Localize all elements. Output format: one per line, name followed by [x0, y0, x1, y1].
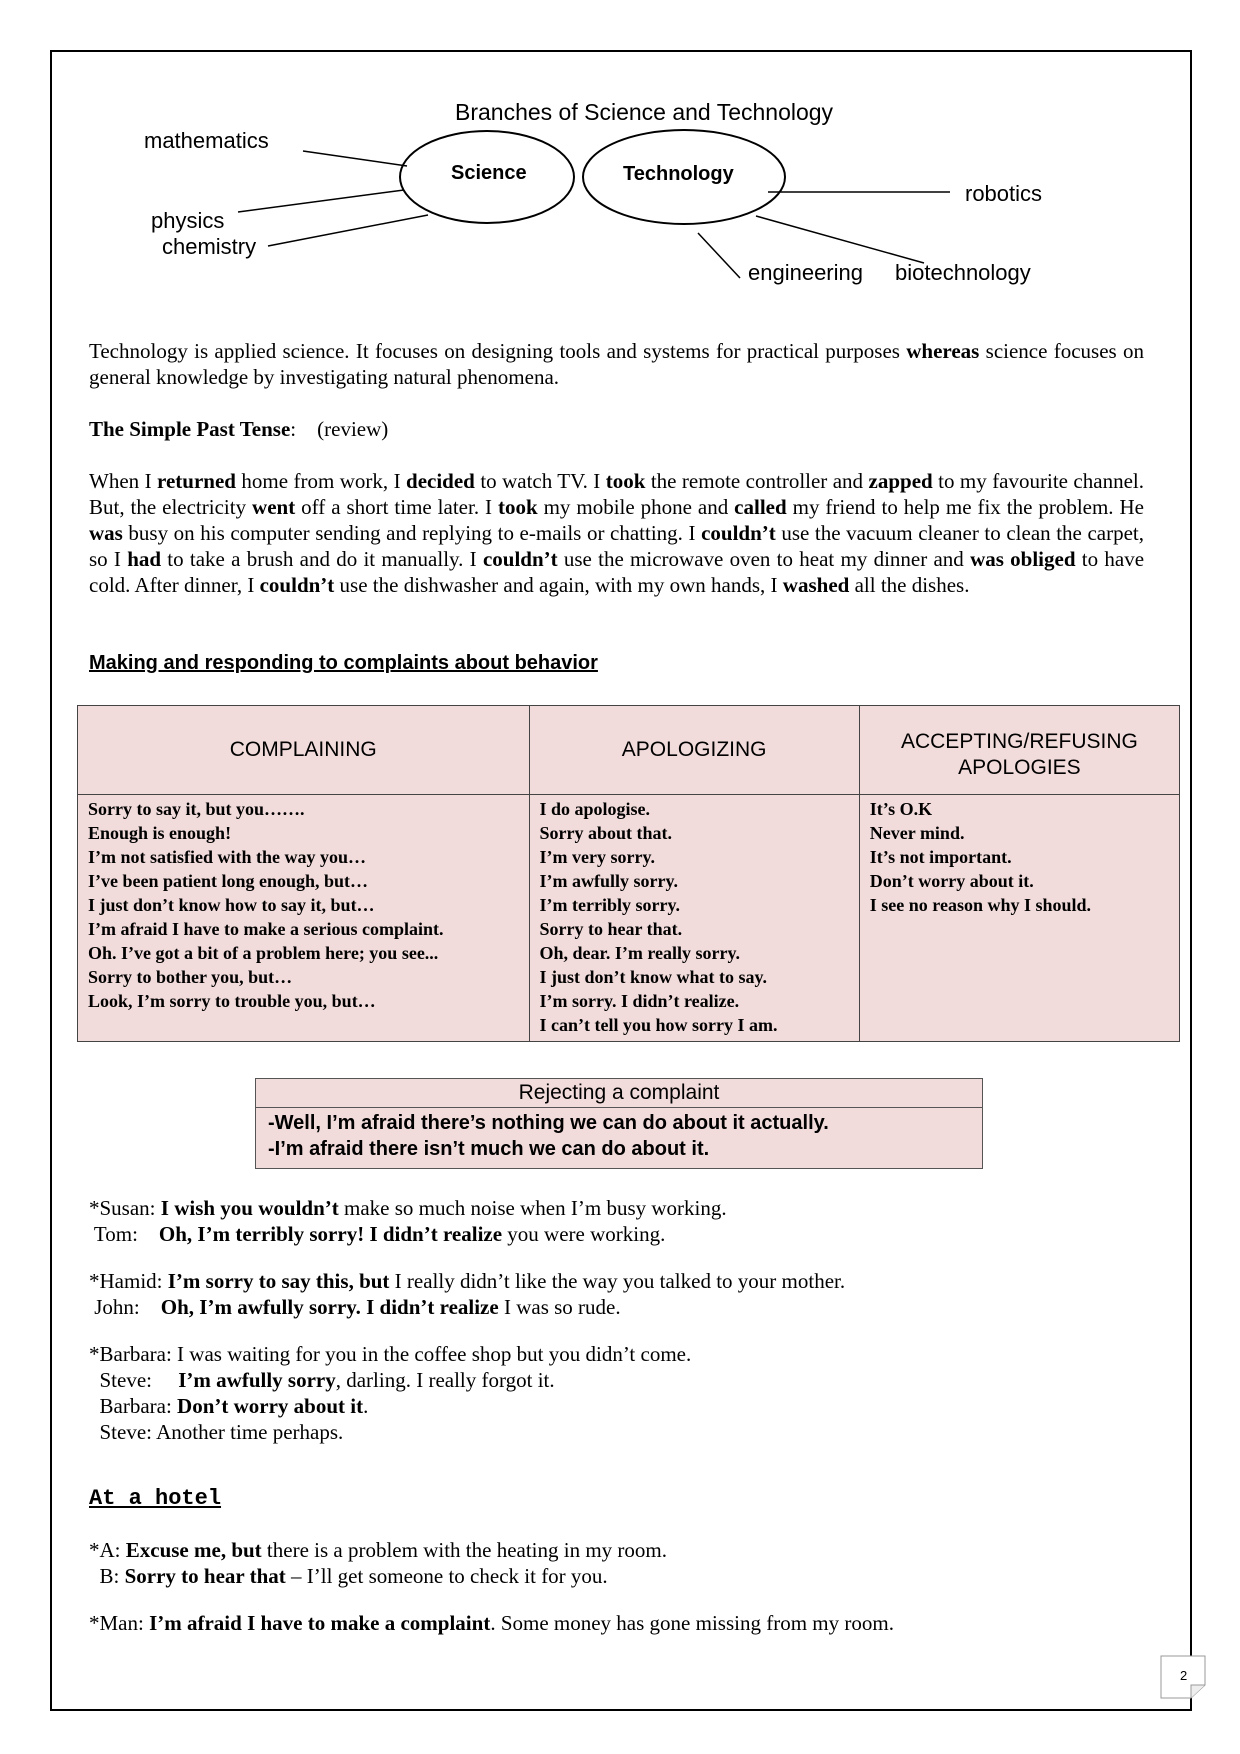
bold-text: washed — [782, 573, 850, 597]
complaining-phrase: Sorry to say it, but you……. — [88, 799, 305, 819]
dialog-line — [89, 1537, 1169, 1563]
bold-text: couldn’t — [259, 573, 335, 597]
text: my friend to help me fix the problem. He — [786, 495, 1144, 519]
dialog-line — [89, 1419, 1169, 1445]
text: use the vacuum cleaner to clean the carpet, so I — [89, 521, 1145, 571]
complaining-phrase: I’m not satisfied with the way you… — [88, 847, 367, 867]
line-physics — [238, 190, 404, 212]
text: my mobile phone and — [537, 495, 735, 519]
bold-text: Oh, I’m awfully sorry. I didn’t realize — [160, 1295, 499, 1319]
text: *A: — [89, 1538, 126, 1562]
line-chemistry — [268, 215, 428, 246]
apologizing-phrase: I’m terribly sorry. — [539, 895, 680, 915]
grammar-heading — [89, 416, 689, 442]
text: to take a brush and do it manually. I — [161, 547, 483, 571]
bold-text: Excuse me, but — [125, 1538, 262, 1562]
rejecting-title: Rejecting a complaint — [256, 1079, 982, 1108]
text: *Man: — [89, 1611, 150, 1635]
bold-text: had — [127, 547, 162, 571]
bold-text: I wish you wouldn’t — [160, 1196, 339, 1220]
technology-node: Technology — [623, 163, 734, 185]
bold-text: couldn’t — [701, 521, 776, 545]
bold-text: was — [89, 521, 123, 545]
complaining-phrase: Sorry to bother you, but… — [88, 967, 293, 987]
dialog-line — [89, 1610, 1169, 1636]
bold-text: took — [497, 495, 538, 519]
line-mathematics — [303, 151, 407, 166]
hotel-dialogs — [89, 1537, 1169, 1636]
apologizing-phrase: I’m awfully sorry. — [539, 871, 678, 891]
complaining-phrases — [78, 795, 530, 1042]
dialog-line — [89, 1393, 1169, 1419]
dialog-line — [89, 1563, 1169, 1589]
dialog-line — [89, 1268, 1169, 1294]
apologizing-phrase: Sorry about that. — [539, 823, 673, 843]
header-apologizing: APOLOGIZING — [529, 706, 859, 795]
text: *Hamid: — [89, 1269, 168, 1293]
text: to watch TV. I — [474, 469, 606, 493]
dialog-group — [89, 1268, 1169, 1320]
text: off a short time later. I — [295, 495, 498, 519]
text: to my favourite channel. But, the electricity — [89, 469, 1144, 519]
text: the remote controller and — [645, 469, 869, 493]
apologizing-phrase: I’m sorry. I didn’t realize. — [539, 991, 740, 1011]
complaining-phrase: Enough is enough! — [88, 823, 232, 843]
text: . — [363, 1394, 369, 1418]
accepting-phrase: It’s not important. — [869, 847, 1012, 867]
text: Steve: — [89, 1368, 179, 1392]
branch-robotics: robotics — [965, 181, 1043, 206]
line-engineering — [698, 233, 740, 278]
rejecting-box — [255, 1078, 983, 1169]
apologizing-phrases — [529, 795, 859, 1042]
bold-text: zapped — [868, 469, 933, 493]
intro-paragraph — [89, 338, 1144, 390]
text: , darling. I really forgot it. — [335, 1368, 555, 1392]
complaint-dialogs — [89, 1195, 1169, 1445]
line-biotechnology — [756, 216, 924, 263]
hotel-heading: At a hotel — [89, 1486, 222, 1511]
bold-text: called — [734, 495, 787, 519]
dialog-group — [89, 1610, 1169, 1636]
text: . Some money has gone missing from my room. — [490, 1611, 894, 1635]
intro-text-2: science focuses on general knowledge by investigating natural phenomena. — [89, 339, 1144, 389]
grammar-note: (review) — [317, 417, 389, 441]
bold-text: Oh, I’m terribly sorry! I didn’t realize — [158, 1222, 503, 1246]
dialog-line — [89, 1294, 1169, 1320]
bold-text: I’m sorry to say this, but — [167, 1269, 390, 1293]
text: busy on his computer sending and replying to e-mails or chatting. I — [122, 521, 702, 545]
header-complaining: COMPLAINING — [78, 706, 530, 795]
bold-text: returned — [157, 469, 236, 493]
accepting-phrase: I see no reason why I should. — [869, 895, 1092, 915]
text: B: — [89, 1564, 125, 1588]
bold-text: decided — [406, 469, 475, 493]
text: *Barbara: I was waiting for you in the coffee shop but you didn’t come. — [89, 1342, 692, 1366]
header-accepting: ACCEPTING/REFUSING APOLOGIES — [859, 706, 1179, 795]
bold-text: couldn’t — [482, 547, 558, 571]
text: Tom: — [89, 1222, 159, 1246]
bold-text: took — [605, 469, 646, 493]
grammar-colon: : — [290, 417, 297, 441]
branch-engineering: engineering — [748, 260, 863, 285]
apologizing-phrase: I just don’t know what to say. — [539, 967, 768, 987]
apologizing-phrase: Oh, dear. I’m really sorry. — [539, 943, 740, 963]
text: *Susan: — [89, 1196, 161, 1220]
dialog-line — [89, 1367, 1169, 1393]
accepting-phrase: Don’t worry about it. — [869, 871, 1034, 891]
text: Steve: Another time perhaps. — [89, 1420, 344, 1444]
text: I really didn’t like the way you talked to your mother. — [389, 1269, 846, 1293]
grammar-title: The Simple Past Tense — [89, 417, 291, 441]
intro-bold: whereas — [906, 339, 980, 363]
text: use the dishwasher and again, with my own hands, I — [334, 573, 783, 597]
apologizing-phrase: Sorry to hear that. — [539, 919, 683, 939]
text: home from work, I — [235, 469, 407, 493]
text: to have cold. After dinner, I — [89, 547, 1145, 597]
dialog-group — [89, 1195, 1169, 1247]
text: – I’ll get someone to check it for you. — [285, 1564, 608, 1588]
complaining-phrase: I’m afraid I have to make a serious complaint. — [88, 919, 444, 939]
dialog-line — [89, 1341, 1169, 1367]
text: use the microwave oven to heat my dinner and — [557, 547, 971, 571]
text: there is a problem with the heating in my room. — [261, 1538, 667, 1562]
complaining-phrase: I just don’t know how to say it, but… — [88, 895, 375, 915]
intro-text-1: Technology is applied science. It focuses on designing tools and systems for practical purposes — [89, 339, 907, 363]
accepting-phrase: Never mind. — [869, 823, 965, 843]
apologizing-phrase: I can’t tell you how sorry I am. — [539, 1015, 778, 1035]
complaining-phrase: I’ve been patient long enough, but… — [88, 871, 369, 891]
text: you were working. — [502, 1222, 666, 1246]
rejecting-line: -I’m afraid there isn’t much we can do about it. — [268, 1138, 710, 1160]
bold-text: Sorry to hear that — [124, 1564, 286, 1588]
accepting-phrase: It’s O.K — [869, 799, 933, 819]
bold-text: I’m awfully sorry — [178, 1368, 336, 1392]
bold-text: I’m afraid I have to make a complaint — [149, 1611, 491, 1635]
text: When I — [89, 469, 158, 493]
text: Barbara: — [89, 1394, 178, 1418]
bold-text: was obliged — [970, 547, 1076, 571]
dialog-group — [89, 1537, 1169, 1589]
text: John: — [89, 1295, 161, 1319]
rejecting-line: -Well, I’m afraid there’s nothing we can do about it actually. — [268, 1112, 829, 1134]
dialog-group — [89, 1341, 1169, 1445]
science-node: Science — [451, 162, 527, 184]
complaints-heading: Making and responding to complaints about behavior — [89, 652, 598, 674]
branch-chemistry: chemistry — [162, 234, 257, 259]
branch-biotechnology: biotechnology — [895, 260, 1031, 285]
complaining-phrase: Oh. I’ve got a bit of a problem here; you see... — [88, 943, 439, 963]
page-number: 2 — [1180, 1668, 1188, 1683]
apologizing-phrase: I do apologise. — [539, 799, 651, 819]
past-tense-story — [89, 468, 1144, 598]
text: all the dishes. — [849, 573, 970, 597]
text: make so much noise when I’m busy working. — [338, 1196, 727, 1220]
bold-text: went — [252, 495, 296, 519]
dialog-line — [89, 1221, 1169, 1247]
dialog-line — [89, 1195, 1169, 1221]
diagram-title: Branches of Science and Technology — [455, 99, 834, 125]
branch-physics: physics — [151, 208, 225, 233]
text: I was so rude. — [498, 1295, 621, 1319]
rejecting-lines — [256, 1108, 982, 1168]
complaining-phrase: Look, I’m sorry to trouble you, but… — [88, 991, 376, 1011]
branch-mathematics: mathematics — [144, 128, 269, 153]
apologizing-phrase: I’m very sorry. — [539, 847, 655, 867]
bold-text: Don’t worry about it — [177, 1394, 364, 1418]
accepting-phrases — [859, 795, 1179, 1042]
phrases-table — [77, 705, 1180, 1042]
